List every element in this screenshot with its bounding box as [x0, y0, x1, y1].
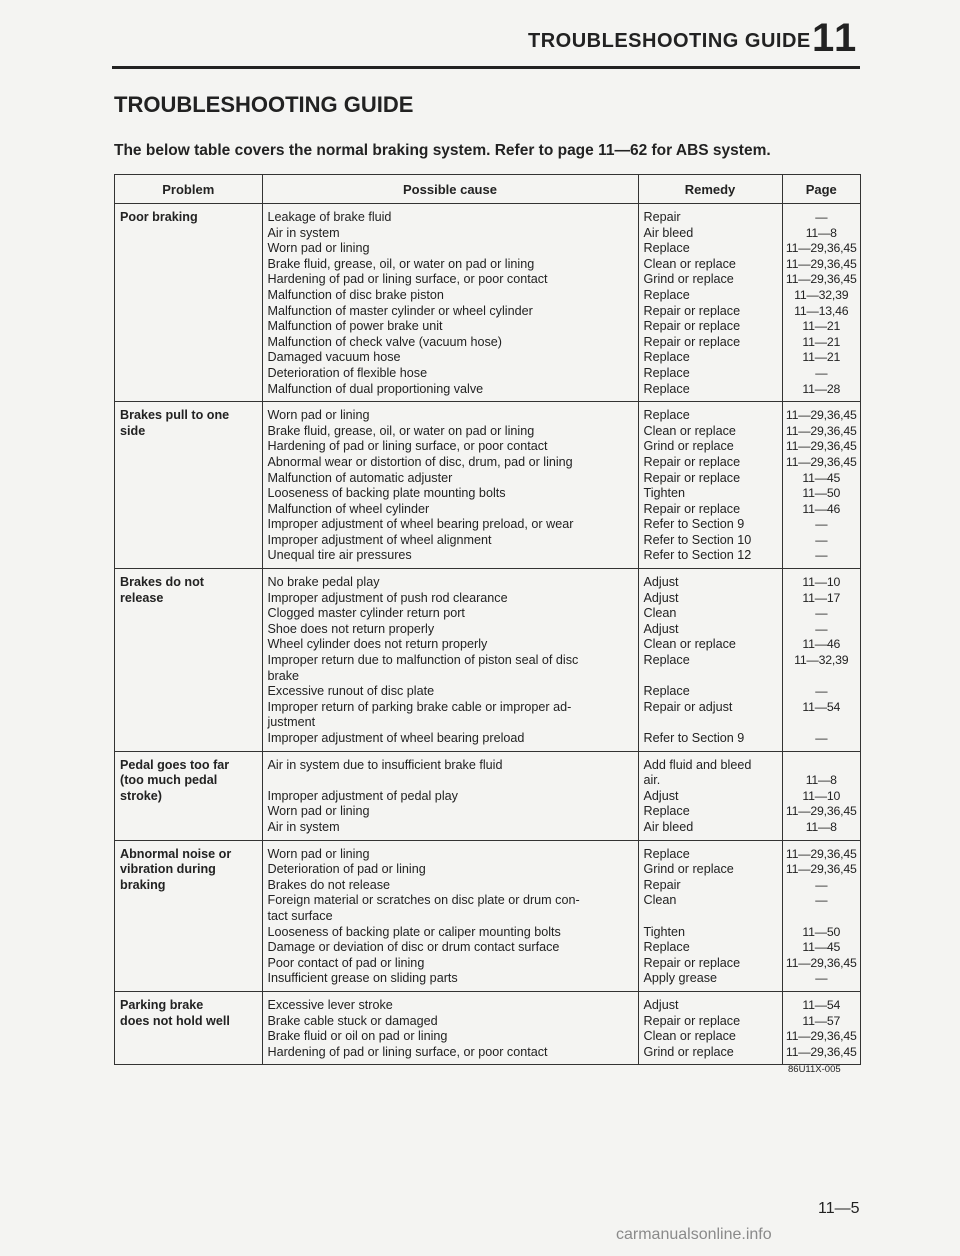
cause-line: tact surface [267, 908, 333, 923]
problem-cell [115, 751, 262, 840]
page-ref-line: 11—21 [802, 350, 841, 365]
page-ref-line: 11—29,36,45 [785, 846, 857, 861]
remedy-line: Replace [643, 287, 690, 302]
remedy-line: Replace [643, 365, 690, 380]
cause-line: Brakes do not release [267, 877, 391, 892]
cause-line: Hardening of pad or lining surface, or poor contact [267, 439, 548, 454]
remedy-line: Refer to Section 10 [643, 532, 752, 547]
remedy-line: Repair or replace [643, 303, 741, 318]
remedy-line: Repair or adjust [643, 699, 733, 714]
page-ref-line: 11—29,36,45 [785, 256, 857, 271]
cause-line: Improper return due to malfunction of piston seal of disc [267, 653, 579, 668]
page-ref-line: — [815, 606, 828, 621]
remedy-line: Repair or replace [643, 470, 741, 485]
remedy-line: Grind or replace [643, 272, 734, 287]
problem-line: Brakes do not [120, 575, 204, 590]
problem-line: Brakes pull to one [120, 408, 230, 423]
table-header-row [115, 175, 860, 204]
watermark: carmanualsonline.info [616, 1226, 772, 1243]
page-ref-line: 11—29,36,45 [785, 423, 857, 438]
page-cell [782, 991, 860, 1064]
cause-line: Damage or deviation of disc or drum contact surface [267, 940, 560, 955]
cause-line: Improper adjustment of push rod clearance [267, 590, 508, 605]
page-ref-line: 11—32,39 [794, 287, 849, 302]
page-ref-line: — [815, 210, 828, 224]
remedy-line: Repair or replace [643, 501, 741, 516]
remedy-line: Air bleed [643, 225, 694, 240]
remedy-cell [638, 840, 782, 991]
problem-line: Parking brake [120, 997, 204, 1012]
cause-line: Worn pad or lining [267, 846, 370, 861]
remedy-line: Replace [643, 684, 690, 699]
page-ref-line: 11—57 [802, 1013, 841, 1028]
cause-line: Worn pad or lining [267, 804, 370, 819]
page-ref-line [785, 669, 859, 685]
table-row [115, 402, 860, 569]
cause-cell [262, 991, 638, 1064]
page-cell [782, 204, 860, 402]
page-ref-line: 11—10 [802, 575, 841, 590]
page-title: TROUBLESHOOTING GUIDE [114, 92, 414, 117]
page-ref-line: 11—54 [802, 699, 841, 714]
cause-line: Air in system due to insufficient brake fluid [267, 757, 503, 772]
cause-line: Shoe does not return properly [267, 621, 435, 636]
column-header-remedy: Remedy [638, 175, 782, 204]
remedy-line: Replace [643, 381, 690, 396]
page-ref-line: 11—50 [802, 924, 841, 939]
problem-cell [115, 840, 262, 991]
remedy-line: Replace [643, 408, 690, 423]
page-ref-line: 11—28 [802, 381, 841, 396]
page-ref-line: — [815, 731, 828, 745]
cause-cell [262, 204, 638, 402]
cause-line: Hardening of pad or lining surface, or poor contact [267, 272, 548, 287]
cause-cell [262, 569, 638, 752]
column-header-page: Page [782, 175, 860, 204]
page-ref-line: 11—8 [805, 773, 837, 788]
page-ref-line: 11—29,36,45 [785, 1029, 857, 1044]
page-ref-line [785, 909, 859, 925]
page-ref-line: 11—29,36,45 [785, 241, 857, 256]
page-ref-line [785, 715, 859, 731]
remedy-line: Replace [643, 350, 690, 365]
cause-line: Foreign material or scratches on disc plate or drum con- [267, 893, 580, 908]
page-ref-line: — [815, 548, 828, 563]
cause-line: Insufficient grease on sliding parts [267, 971, 458, 986]
cause-line: Air in system [267, 819, 340, 834]
cause-line: Deterioration of pad or lining [267, 862, 426, 877]
cause-line: Brake fluid or oil on pad or lining [267, 1029, 448, 1044]
cause-line: Malfunction of dual proportioning valve [267, 381, 484, 396]
column-header-cause: Possible cause [262, 175, 638, 204]
page-cell [782, 569, 860, 752]
remedy-line: Repair or replace [643, 454, 741, 469]
remedy-line: Adjust [643, 575, 679, 590]
problem-line: braking [120, 877, 166, 892]
remedy-line: Repair or replace [643, 955, 741, 970]
section-number: 11 [812, 16, 859, 60]
intro-text: The below table covers the normal braking system. Refer to page 11—62 for ABS system. [114, 142, 771, 159]
page-ref-line: 11—21 [802, 334, 841, 349]
page-number: 11—5 [818, 1200, 860, 1217]
remedy-line: Repair or replace [643, 334, 741, 349]
page-ref-line: 11—13,46 [794, 303, 849, 318]
page-ref-line: 11—45 [802, 940, 841, 955]
remedy-line: Refer to Section 9 [643, 731, 745, 745]
table-row [115, 204, 860, 402]
page-ref-line [785, 758, 859, 774]
remedy-line: Adjust [643, 788, 679, 803]
page-ref-line: 11—32,39 [794, 653, 849, 668]
cause-line: Malfunction of power brake unit [267, 319, 443, 334]
page-ref-line: 11—8 [805, 225, 837, 240]
page-ref-line: 11—29,36,45 [785, 272, 857, 287]
cause-line: Improper adjustment of wheel bearing preload, or wear [267, 517, 574, 532]
remedy-line: Tighten [643, 486, 686, 501]
cause-line: Malfunction of check valve (vacuum hose) [267, 334, 502, 349]
cause-line: Poor contact of pad or lining [267, 955, 425, 970]
cause-line: Looseness of backing plate or caliper mounting bolts [267, 924, 561, 939]
remedy-line: Clean [643, 893, 677, 908]
remedy-line: Repair or replace [643, 1013, 741, 1028]
problem-line: (too much pedal [120, 773, 218, 788]
cause-line: Excessive runout of disc plate [267, 684, 435, 699]
remedy-line: Clean or replace [643, 256, 736, 271]
cause-line: Leakage of brake fluid [267, 210, 392, 224]
cause-line: Clogged master cylinder return port [267, 606, 465, 621]
cause-line: Looseness of backing plate mounting bolts [267, 486, 506, 501]
problem-line: Pedal goes too far [120, 757, 230, 772]
remedy-line: air. [643, 773, 661, 788]
page-ref-line: 11—17 [802, 590, 841, 605]
cause-line: Malfunction of wheel cylinder [267, 501, 430, 516]
remedy-line: Refer to Section 12 [643, 548, 752, 563]
page-ref-line: 11—10 [802, 788, 841, 803]
cause-line: Improper adjustment of wheel bearing preload [267, 731, 525, 745]
remedy-line: Tighten [643, 924, 686, 939]
problem-cell [115, 402, 262, 569]
page-ref-line: 11—46 [802, 637, 841, 652]
page-ref-line: 11—8 [805, 819, 837, 834]
remedy-line: Clean or replace [643, 637, 736, 652]
page-ref-line: 11—29,36,45 [785, 439, 857, 454]
cause-cell [262, 751, 638, 840]
cause-cell [262, 402, 638, 569]
remedy-line: Repair [643, 210, 681, 224]
cause-cell [262, 840, 638, 991]
remedy-line: Clean [643, 606, 677, 621]
page-ref-line: 11—46 [802, 501, 841, 516]
cause-line: Brake fluid, grease, oil, or water on pad or lining [267, 423, 535, 438]
cause-line: Abnormal wear or distortion of disc, drum, pad or lining [267, 454, 573, 469]
remedy-line [644, 669, 778, 685]
remedy-line: Refer to Section 9 [643, 517, 745, 532]
remedy-line: Clean or replace [643, 1029, 736, 1044]
cause-line: Deterioration of flexible hose [267, 365, 428, 380]
cause-line: Malfunction of master cylinder or wheel cylinder [267, 303, 533, 318]
remedy-cell [638, 991, 782, 1064]
page-ref-line: — [815, 971, 828, 986]
remedy-line: Grind or replace [643, 862, 734, 877]
page-ref-line: — [815, 365, 828, 380]
table-row [115, 751, 860, 840]
column-header-problem: Problem [115, 175, 262, 204]
cause-line: Malfunction of disc brake piston [267, 287, 444, 302]
remedy-cell [638, 569, 782, 752]
problem-line: stroke) [120, 788, 162, 803]
cause-line: brake [267, 668, 300, 683]
remedy-line: Adjust [643, 997, 679, 1012]
page-cell [782, 402, 860, 569]
remedy-line: Adjust [643, 621, 679, 636]
troubleshooting-table [114, 174, 861, 1065]
cause-line: No brake pedal play [267, 575, 380, 590]
problem-cell [115, 991, 262, 1064]
cause-line: Brake cable stuck or damaged [267, 1013, 438, 1028]
problem-line: does not hold well [120, 1013, 230, 1028]
remedy-line: Grind or replace [643, 1044, 734, 1059]
problem-line: Abnormal noise or [120, 846, 232, 861]
remedy-line: Replace [643, 804, 690, 819]
cause-line: Improper adjustment of wheel alignment [267, 532, 492, 547]
remedy-line: Apply grease [643, 971, 718, 986]
problem-line: release [120, 590, 164, 605]
problem-line: Poor braking [120, 210, 198, 224]
remedy-line: Replace [643, 846, 690, 861]
page-ref-line: 11—29,36,45 [785, 1044, 857, 1059]
page-cell [782, 840, 860, 991]
page-ref-line: 11—29,36,45 [785, 862, 857, 877]
cause-line: Air in system [267, 225, 340, 240]
remedy-line: Repair [643, 877, 681, 892]
page-ref-line: 11—29,36,45 [785, 454, 857, 469]
table-row [115, 569, 860, 752]
page-ref-line: 11—45 [802, 470, 841, 485]
page-ref-line: — [815, 877, 828, 892]
table-row [115, 991, 860, 1064]
remedy-line [644, 715, 778, 731]
problem-line: vibration during [120, 862, 216, 877]
cause-line: Excessive lever stroke [267, 997, 393, 1012]
remedy-cell [638, 204, 782, 402]
cause-line: Worn pad or lining [267, 408, 370, 423]
page-ref-line: — [815, 517, 828, 532]
remedy-line: Add fluid and bleed [643, 757, 752, 772]
page-ref-line: — [815, 684, 828, 699]
cause-line: Improper adjustment of pedal play [267, 788, 458, 803]
page-ref-line: 11—29,36,45 [785, 408, 857, 423]
page-ref-line: — [815, 621, 828, 636]
remedy-line: Adjust [643, 590, 679, 605]
cause-line: Brake fluid, grease, oil, or water on pad or lining [267, 256, 535, 271]
cause-line: Malfunction of automatic adjuster [267, 470, 453, 485]
cause-line: Unequal tire air pressures [267, 548, 412, 563]
remedy-line: Repair or replace [643, 319, 741, 334]
page-ref-line: 11—29,36,45 [785, 804, 857, 819]
page-ref-line: 11—54 [802, 997, 841, 1012]
remedy-line: Replace [643, 241, 690, 256]
cause-line: Worn pad or lining [267, 241, 370, 256]
problem-cell [115, 569, 262, 752]
problem-line: side [120, 423, 146, 438]
page-ref-line: — [815, 532, 828, 547]
page-cell [782, 751, 860, 840]
remedy-line: Clean or replace [643, 423, 736, 438]
header-title: TROUBLESHOOTING GUIDE [528, 30, 811, 52]
page-ref-line: — [815, 893, 828, 908]
cause-line: Damaged vacuum hose [267, 350, 401, 365]
cause-line: Improper return of parking brake cable or improper ad- [267, 699, 572, 714]
table-row [115, 840, 860, 991]
page-ref-line: 11—50 [802, 486, 841, 501]
remedy-line [644, 909, 778, 925]
cause-line: Wheel cylinder does not return properly [267, 637, 488, 652]
remedy-cell [638, 751, 782, 840]
remedy-cell [638, 402, 782, 569]
remedy-line: Replace [643, 940, 690, 955]
remedy-line: Air bleed [643, 819, 694, 834]
remedy-line: Replace [643, 653, 690, 668]
page-ref-line: 11—29,36,45 [785, 955, 857, 970]
reference-code: 86U11X-005 [788, 1064, 841, 1075]
cause-line: Hardening of pad or lining surface, or poor contact [267, 1044, 548, 1059]
header-rule [112, 66, 860, 69]
remedy-line: Grind or replace [643, 439, 734, 454]
cause-line: justment [267, 715, 316, 730]
problem-cell [115, 204, 262, 402]
page-ref-line: 11—21 [802, 319, 841, 334]
cause-line [268, 773, 634, 789]
